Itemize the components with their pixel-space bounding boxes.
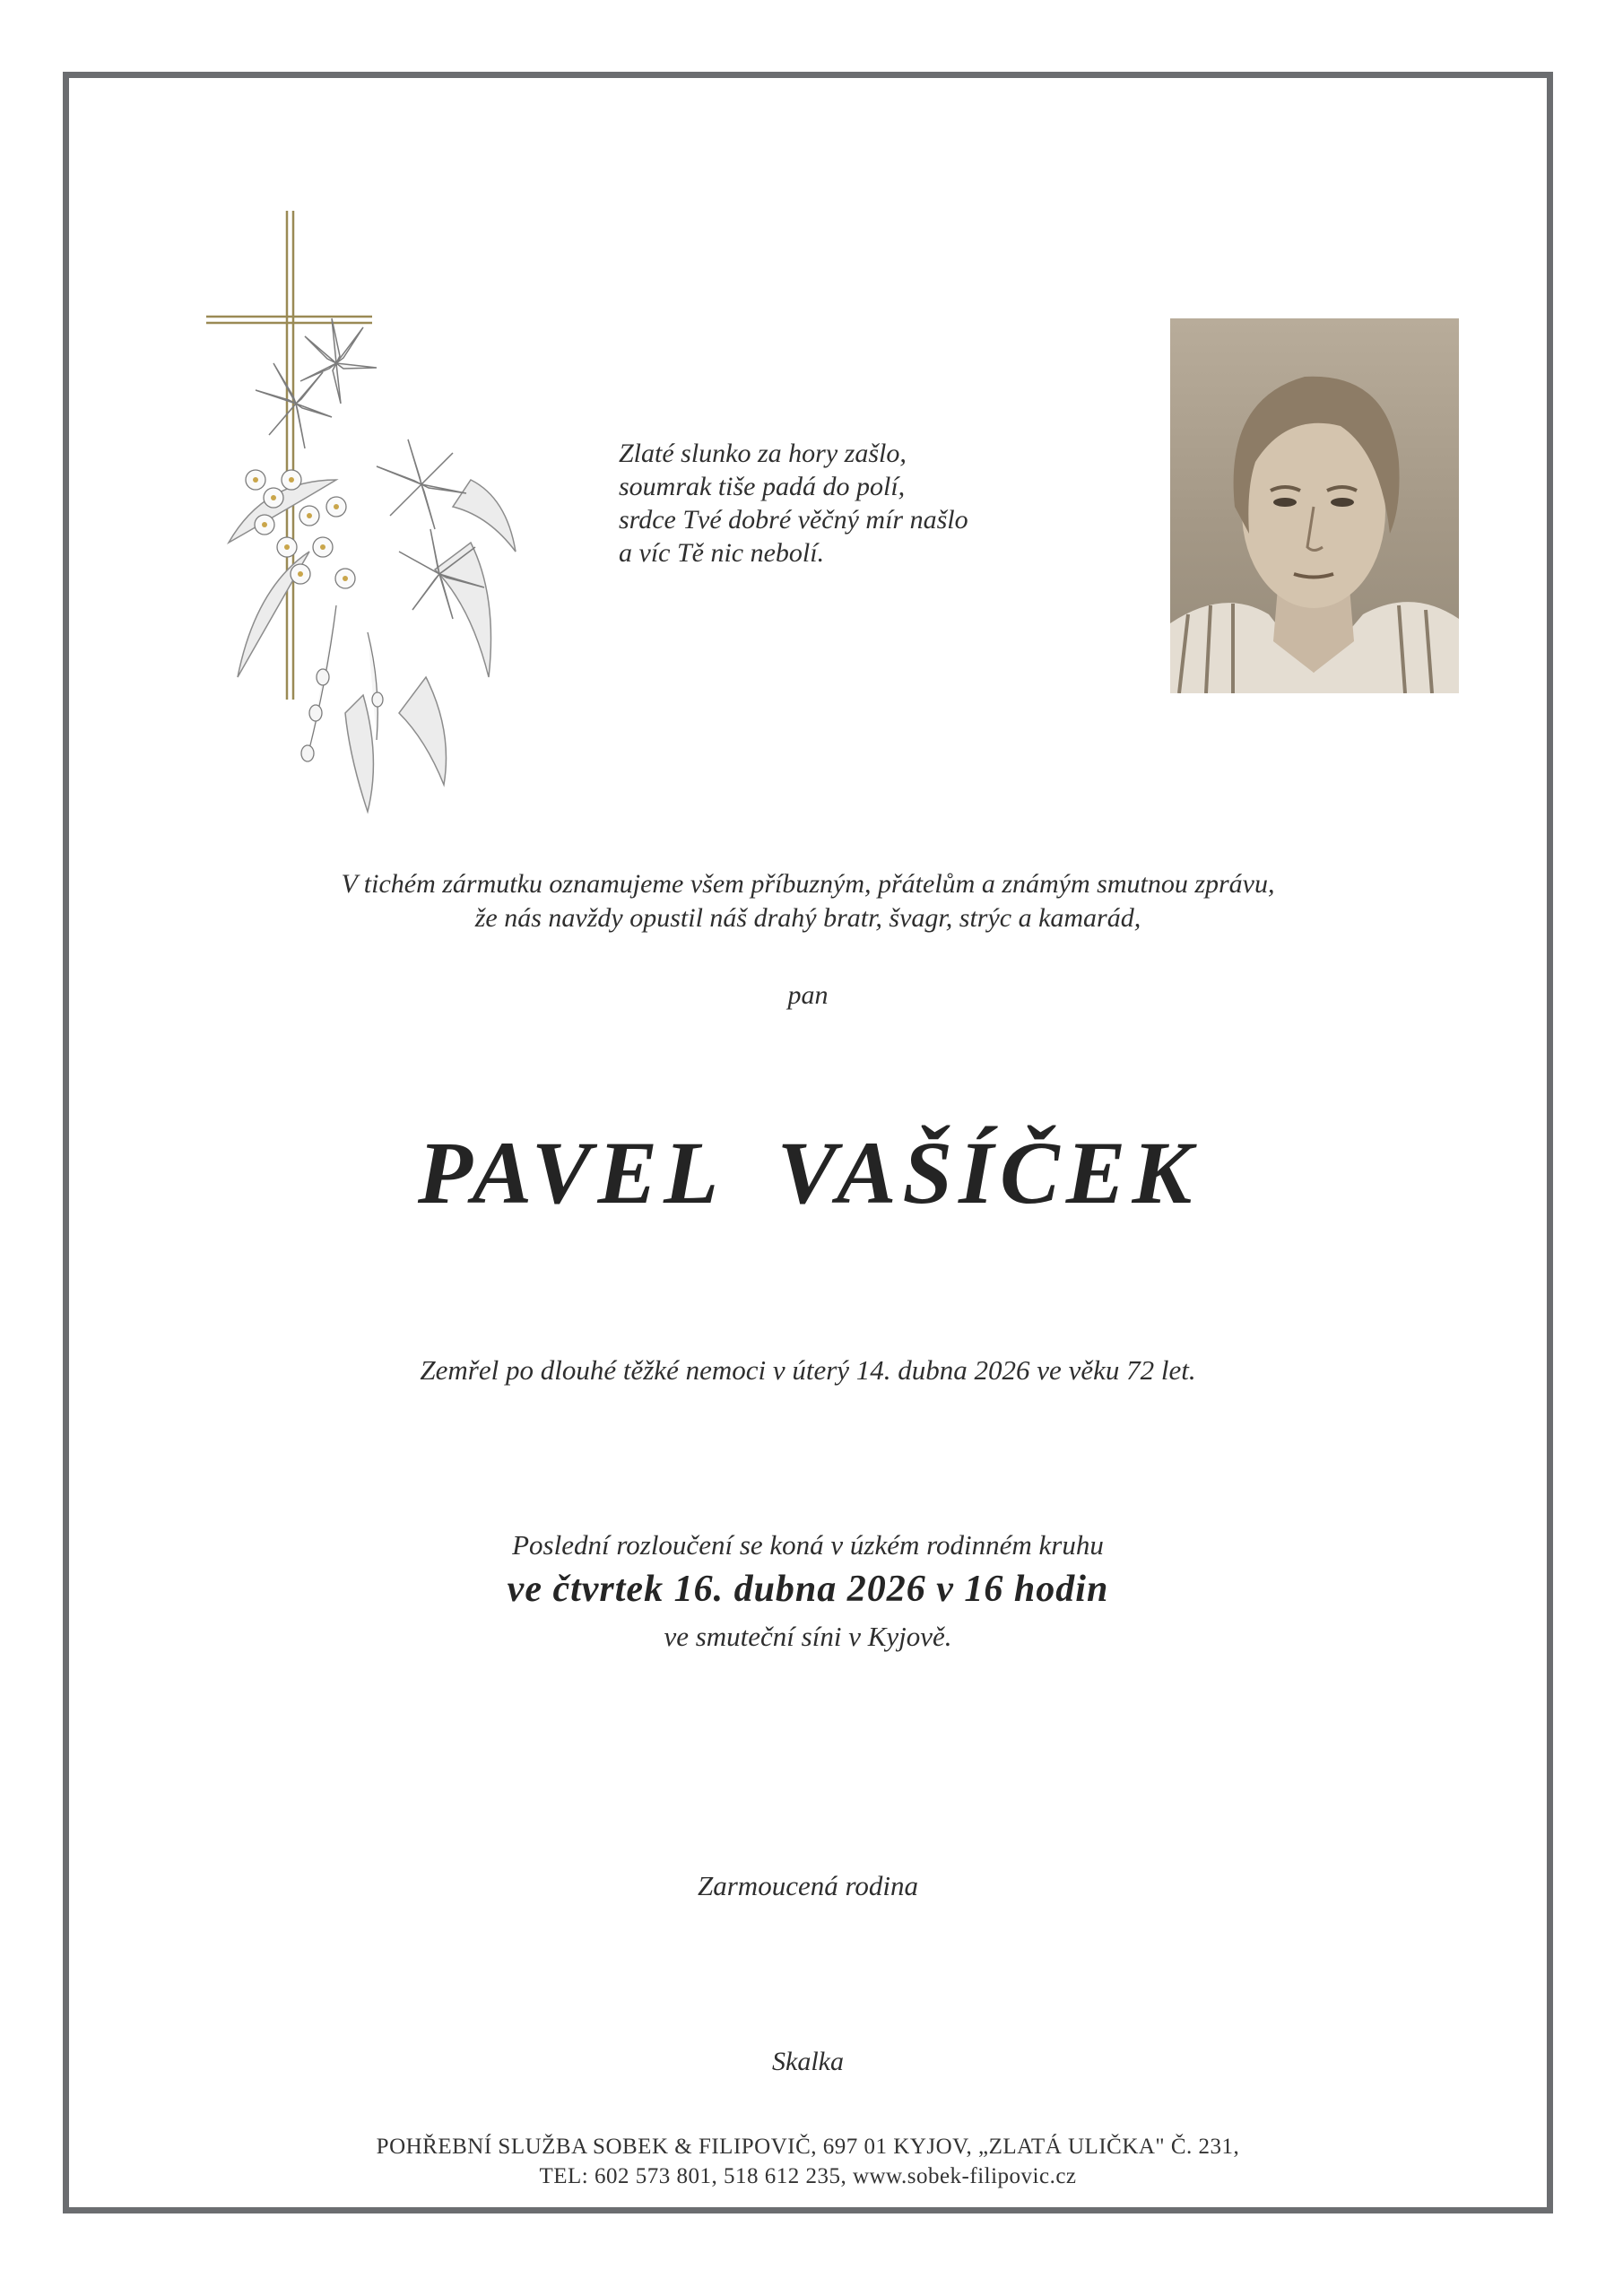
salutation: pan <box>787 980 829 1010</box>
farewell-place: ve smuteční síni v Kyjově. <box>664 1621 952 1652</box>
cross-with-lilies-icon <box>202 211 534 821</box>
place-signature: Skalka <box>772 2047 844 2076</box>
farewell-line-1: Poslední rozloučení se koná v úzkém rodinném kruhu <box>512 1529 1104 1561</box>
announcement-text <box>63 867 1553 935</box>
poem-line: Zlaté slunko za hory zašlo, <box>619 439 907 468</box>
cross-icon <box>206 211 372 700</box>
family-signature: Zarmoucená rodina <box>698 1870 918 1901</box>
poem-line: srdce Tvé dobré věčný mír našlo <box>619 505 968 535</box>
poem-line: soumrak tiše padá do polí, <box>619 472 906 501</box>
farewell-date: ve čtvrtek 16. dubna 2026 v 16 hodin <box>507 1569 1109 1610</box>
deceased-name: PAVEL VAŠÍČEK <box>417 1123 1199 1222</box>
poem-line: a víc Tě nic nebolí. <box>619 538 825 568</box>
announcement-line-2: že nás navždy opustil náš drahý bratr, švagr, strýc a kamarád, <box>474 903 1141 933</box>
footer-address: POHŘEBNÍ SLUŽBA SOBEK & FILIPOVIČ, 697 01 KYJOV, „ZLATÁ ULIČKA" Č. 231, <box>376 2135 1240 2159</box>
poem <box>619 437 1121 570</box>
death-notice: Zemřel po dlouhé těžké nemoci v úterý 14. dubna 2026 ve věku 72 let. <box>420 1354 1196 1386</box>
portrait-photo <box>1170 318 1459 693</box>
announcement-line-1: V tichém zármutku oznamujeme všem příbuzným, přátelům a známým smutnou zprávu, <box>341 869 1275 899</box>
footer-contact: TEL: 602 573 801, 518 612 235, www.sobek-filipovic.cz <box>539 2164 1077 2188</box>
